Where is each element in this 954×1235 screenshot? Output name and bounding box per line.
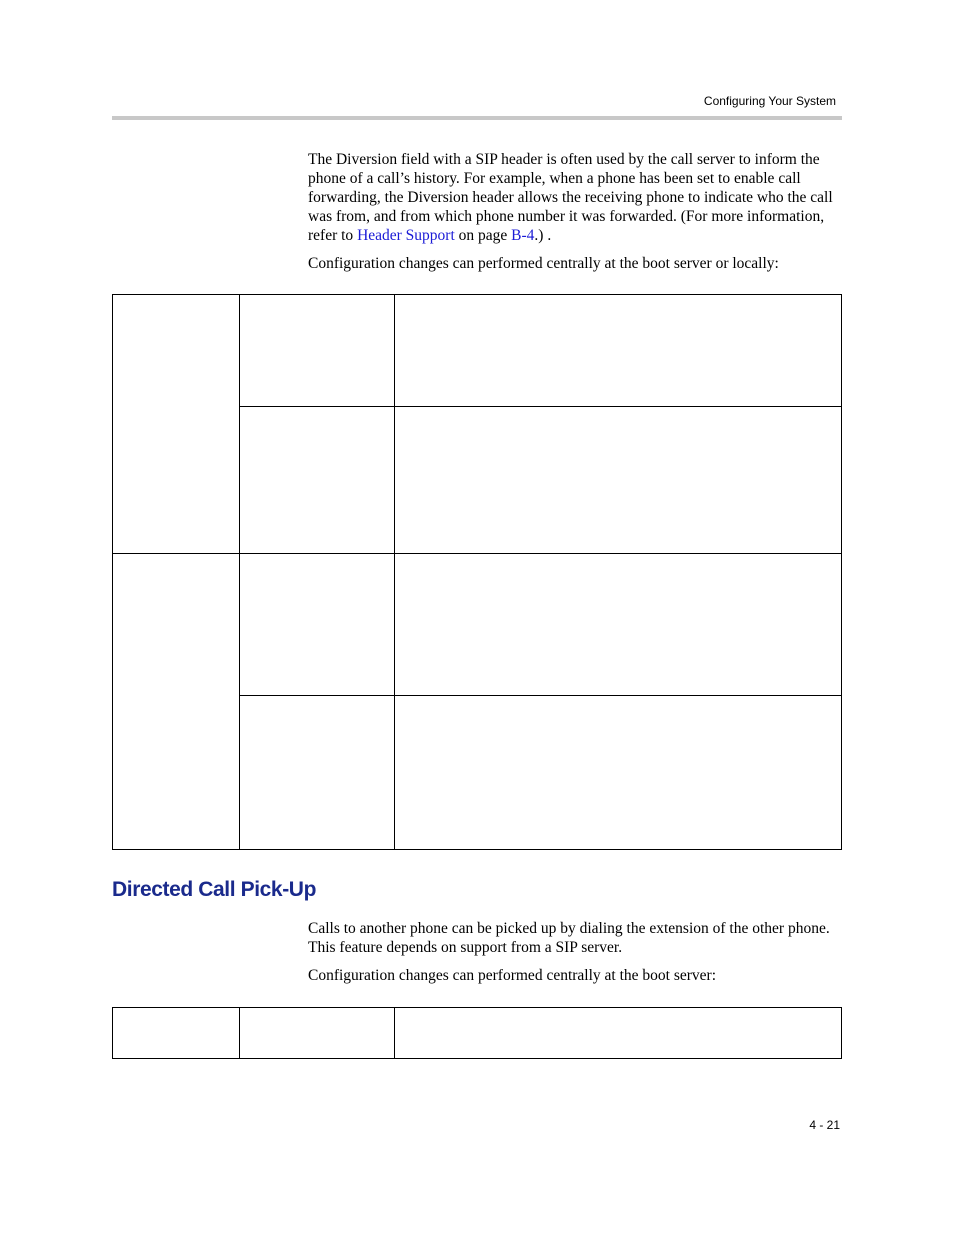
intro-paragraph	[308, 150, 842, 245]
intro-text: The Diversion field with a SIP header is often used by the call server to inform the phone of a call’s history. For example, when a phone has been set to enable call forwarding, the Diversion header allows the receiving phone to indicate who the call was from, and from which phone number it was forwarded. (For more information, refer to	[308, 151, 833, 244]
table-cell	[239, 553, 395, 696]
table-cell	[394, 695, 842, 850]
table-cell	[239, 406, 395, 554]
table-cell	[394, 294, 842, 407]
table-cell	[239, 294, 395, 407]
header-support-link[interactable]: Header Support	[357, 227, 455, 244]
section-heading: Directed Call Pick-Up	[112, 878, 316, 901]
table-cell	[394, 406, 842, 554]
configuration-table	[112, 294, 842, 850]
config-note-1: Configuration changes can performed centrally at the boot server or locally:	[308, 255, 779, 272]
table-cell	[112, 294, 240, 554]
intro-on-page-text: on page	[454, 227, 512, 244]
page-number: 4 - 21	[809, 1118, 840, 1132]
intro-closing-text: .) .	[534, 227, 552, 244]
table-cell	[394, 553, 842, 696]
table-cell	[394, 1007, 842, 1059]
pickup-configuration-table	[112, 1007, 842, 1059]
section-description: Calls to another phone can be picked up by dialing the extension of the other phone. This feature depends on support from a SIP server.	[308, 920, 830, 956]
header-rule	[112, 116, 842, 120]
table-cell	[112, 1007, 240, 1059]
table-cell	[239, 695, 395, 850]
config-note-2: Configuration changes can performed centrally at the boot server:	[308, 967, 717, 984]
table-cell	[239, 1007, 395, 1059]
running-header: Configuring Your System	[703, 94, 836, 108]
page-ref-link[interactable]: B-4	[511, 227, 535, 244]
table-cell	[112, 553, 240, 850]
